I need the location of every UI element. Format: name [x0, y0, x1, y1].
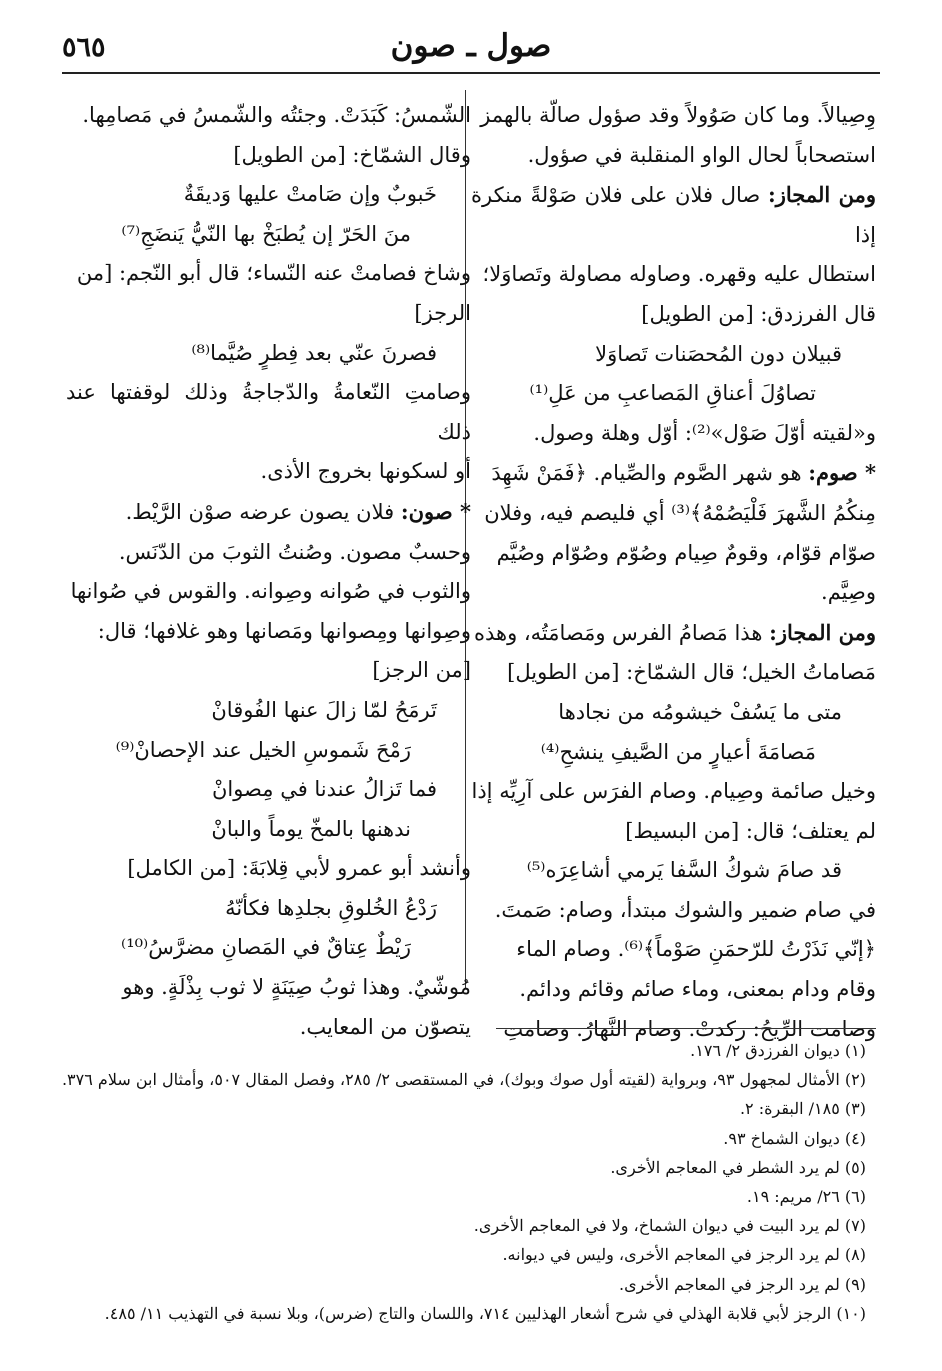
verse-line: تَرمَحُ لمّا زالَ عنها الفُوقانْ [211, 697, 437, 722]
text-line: وخيل صائمة وصِيام. وصام الفرَس على آرِيِّه إذا [471, 779, 876, 804]
text-line: قال الفرزدق: [من الطويل] [641, 301, 876, 326]
header-rule [62, 72, 880, 74]
text-line: استصحاباً لحال الواو المنقلبة في صؤول. [527, 142, 876, 167]
text-line: * صون: فلان يصون عرضه صوْن الرَّيْط. [125, 498, 471, 524]
text-line: وصامت الرِّيحُ: ركدتْ. وصام النَّهارُ. وصامتِ [503, 1016, 876, 1041]
text-line: وحسبٌ مصون. وصُنتُ الثوبَ من الدّنَس. [118, 539, 471, 564]
verse-line: قد صامَ شوكُ السَّفا يَرمي أشاعِرَه⁽⁵⁾ [526, 858, 842, 883]
text-line: والثوب في صُوانه وصِوانه. والقوس في صُوانها [70, 579, 471, 604]
footnotes [62, 1036, 866, 1328]
text-line: مُوشّيٌ. وهذا ثوبُ صِيَنَةٍ لا ثوب بِذْلَةٍ. وهو [122, 975, 471, 1000]
verse-line: متى ما يَسُفْ خيشومُه من نجادها [558, 699, 842, 724]
verse-line: منَ الحَرّ إن يُطبَخْ بها النّيُّ يَنضَجِ⁽⁷⁾ [121, 221, 411, 246]
footnote: (٩) لم يرد الرجز في المعاجم الأخرى. [619, 1274, 866, 1294]
text-line: ومن المجاز: صال فلان على فلان صَوْلةً منكرة إذا [471, 182, 876, 247]
text-line: وِصِيالاً. وما كان صَوُولاً وقد صؤول صالّة بالهمز [480, 103, 876, 127]
footnote: (٣) ١٨٥/ البقرة: ٢. [739, 1099, 866, 1119]
footnote: (١) ديوان الفرزدق ٢/ ١٧٦. [690, 1041, 866, 1060]
footnote: (١٠) الرجز لأبي قلابة الهذلي في شرح أشعار الهذليين ٧١٤، واللسان والتاج (ضرس)، وبلا نسبة في التهذيب ١١/ ٤٨٥. [104, 1303, 866, 1323]
text-line: في صام ضمير والشوك مبتدأ، وصام: صَمتَ. [494, 897, 876, 922]
text-line: الشّمسُ: كَبَدَتْ. وجئتُه والشّمسُ في مَصامِها. [82, 103, 471, 127]
text-line: مِنكُمُ الشَّهرَ فَلْيَصُمْهُ﴾⁽³⁾ أي فليصم فيه، وفلان [484, 500, 876, 525]
text-line: وصِيَّم. [821, 580, 876, 605]
text-line: و«لقيته أوّلَ صَوْل»⁽²⁾: أوّل وهلة وصول. [533, 420, 876, 445]
footnote: (٢) الأمثال لمجهول ٩٣، وبرواية (لقيته أول صوك وبوك)، في المستقصى ٢/ ٢٨٥، وفصل المقال ٥٠٧، وأمثال ابن سلام ٣٧٦. [61, 1070, 866, 1090]
text-line: [من الرجز] [372, 658, 471, 683]
text-line: وقام ودام بمعنى، وماء صائم وقائم ودائم. [519, 977, 876, 1002]
verse-line: خَبوبٌ وإن صَامتْ عليها وَديقَةٌ [183, 182, 437, 207]
verse-line: فصرنَ عنّي بعد فِطرٍ صُيَّما⁽⁸⁾ [191, 340, 437, 365]
text-line: استطال عليه وقهره. وصاوله مصاولة وتَصاوَلا؛ [482, 262, 876, 287]
text-line: وصِوانها ومِصوانها ومَصانها وهو غلافها؛ قال: [97, 618, 471, 643]
text-line: لم يعتلف؛ قال: [من البسيط] [625, 818, 876, 843]
text-line: * صوم: هو شهر الصَّوم والصِّيام. ﴿فَمَنْ شَهِدَ [491, 460, 876, 486]
footnote: (٦) ٢٦/ مريم: ١٩. [746, 1187, 866, 1207]
text-line: مَصاماتُ الخيل؛ قال الشمّاخ: [من الطويل] [507, 660, 876, 685]
footnote: (٥) لم يرد الشطر في المعاجم الأخرى. [610, 1157, 866, 1177]
running-title: صول ـ صون [390, 28, 552, 64]
footnote: (٨) لم يرد الرجز في المعاجم الأخرى، وليس في ديوانه. [502, 1245, 866, 1265]
text-line: ﴿إنّي نَذَرْتُ للرّحمَنِ صَوْماً﴾⁽⁶⁾. وصام الماء [516, 937, 876, 962]
text-line: ومن المجاز: هذا مَصامُ الفرس ومَصامَتُه، وهذه [473, 619, 876, 645]
verse-line: رَيْطٌ عِتاقٌ في المَصانِ مضرَّسُ⁽¹⁰⁾ [121, 935, 411, 960]
verse-line: ندهنها بالمخّ يوماً والبانْ [211, 816, 411, 841]
left-column [66, 96, 471, 1047]
verse-line: قبيلان دون المُحصَنات تَصاوَلا [595, 341, 842, 366]
text-line: وقال الشمّاخ: [من الطويل] [233, 142, 471, 167]
verse-line: فما تَزالُ عندنا في مِصوانْ [211, 777, 437, 802]
text-line: يتصوّن من المعايب. [299, 1014, 471, 1039]
verse-line: مَصامَةَ أعيارٍ من الصَّيفِ ينشحِ⁽⁴⁾ [540, 739, 816, 764]
text-line: وأنشد أبو عمرو لأبي قِلابَةَ: [من الكامل] [127, 856, 471, 881]
footnote: (٧) لم يرد البيت في ديوان الشماخ، ولا في المعاجم الأخرى. [473, 1216, 866, 1236]
text-line: وصامتِ النّعامةُ والدّجاجةُ وذلك لوقفتها عند ذلك [66, 380, 471, 444]
page-number: ٥٦٥ [62, 32, 106, 63]
verse-line: رَمْحَ شَموسِ الخيل عند الإحصانْ⁽⁹⁾ [115, 737, 411, 762]
text-line: صوّام قوّام، وقومٌ صِيام وصُوّم وصُوّام وصُيَّم [496, 540, 876, 565]
verse-line: رَدْعُ الخُلوقِ بجلدِها فكأنّهُ [225, 895, 437, 920]
right-column [471, 96, 876, 1049]
text-line: وشاخ فصامتْ عنه النّساء؛ قال أبو النّجم: [من [76, 261, 471, 286]
footnote: (٤) ديوان الشماخ ٩٣. [723, 1128, 866, 1148]
text-line: الرجز] [414, 300, 471, 325]
text-line: أو لسكونها بخروج الأذى. [260, 459, 471, 484]
footnote-rule [496, 1028, 876, 1029]
verse-line: تصاوُلَ أعناقِ المَصاعبِ من عَلِ⁽¹⁾ [529, 381, 816, 406]
